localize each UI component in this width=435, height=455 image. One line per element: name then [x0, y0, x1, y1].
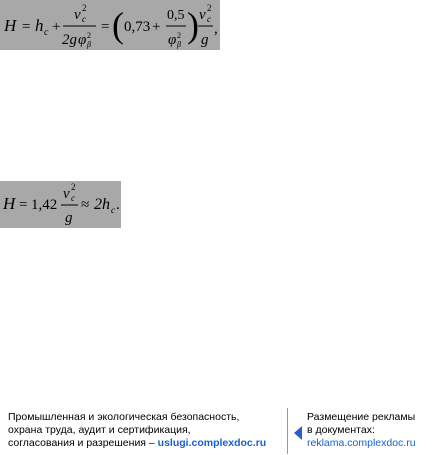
formula-1-plus: + — [52, 19, 61, 35]
formula-1-plus2: + — [152, 19, 161, 35]
formula-1-frac3-num: v — [199, 7, 206, 23]
formula-1-rparen: ) — [187, 5, 199, 45]
formula-1-frac3-num-sup: 2 — [207, 3, 212, 13]
uslugi-link[interactable]: uslugi.complexdoc.ru — [157, 437, 267, 449]
formula-1-coef: 0,73 — [124, 19, 151, 35]
formula-1-frac1-num-sup: 2 — [82, 3, 87, 13]
footer-ads-line-2: в документах: — [307, 424, 375, 436]
formula-1-frac3-den: g — [201, 32, 209, 48]
footer-services-line-2: охрана труда, аудит и сертификация, — [8, 424, 191, 436]
footer-services-line-3 — [8, 437, 280, 450]
formula-1-term1: h — [35, 16, 44, 35]
formula-2-frac-num: v — [63, 186, 70, 202]
formula-1-frac2-phi-sub: β — [177, 40, 181, 49]
formula-1-frac1-den: 2g — [62, 32, 77, 48]
formula-1-frac2-num: 0,5 — [167, 8, 185, 23]
footer-ads-block — [307, 411, 435, 450]
formula-1-svg — [0, 0, 220, 50]
formula-2-frac-den: g — [65, 210, 73, 226]
footer-divider — [287, 408, 288, 454]
formula-1-frac2-phi: φ — [168, 32, 177, 48]
formula-1-frac1-phi-sup: 2 — [87, 31, 91, 40]
formula-1-frac1-num-sub: c — [82, 14, 86, 24]
formula-1-eq: = — [22, 19, 31, 35]
footer-banner — [0, 400, 435, 455]
footer-services-block — [8, 411, 280, 450]
formula-2-eq: = — [19, 197, 28, 213]
footer-ads-line-1: Размещение рекламы — [307, 411, 416, 423]
formula-1-eq2: = — [101, 19, 110, 35]
formula-2-rhs-sub: c — [111, 205, 115, 215]
formula-1-frac1-phi-sub: β — [87, 40, 91, 49]
formula-2-lhs: H — [3, 194, 16, 213]
formula-1-image — [0, 0, 220, 50]
formula-2-coef: 1,42 — [31, 197, 58, 213]
formula-2-rhs: 2h — [94, 196, 110, 213]
formula-2-svg — [0, 181, 121, 228]
formula-2-image — [0, 181, 121, 228]
reklama-link[interactable]: reklama.complexdoc.ru — [307, 437, 416, 449]
formula-2-frac-num-sup: 2 — [71, 182, 76, 192]
formula-1-lhs: H — [4, 16, 17, 35]
formula-1-frac2-phi-sup: 2 — [177, 31, 181, 40]
formula-1-lparen: ( — [112, 5, 124, 45]
footer-services-line-3-text: согласования и разрешения – — [8, 437, 158, 449]
formula-1-frac1-phi: φ — [78, 32, 87, 48]
formula-1-frac3-num-sub: c — [207, 14, 211, 24]
arrow-left-icon — [294, 426, 302, 440]
formula-2-trail: . — [116, 197, 120, 213]
footer-services-line-1: Промышленная и экологическая безопасность, — [8, 411, 240, 423]
formula-2-approx: ≈ — [81, 197, 90, 213]
formula-2-frac-num-sub: c — [71, 193, 75, 203]
formula-1-trail: , — [214, 21, 218, 37]
formula-1-frac1-num: v — [74, 7, 81, 23]
formula-1-term1-sub: c — [44, 27, 49, 38]
